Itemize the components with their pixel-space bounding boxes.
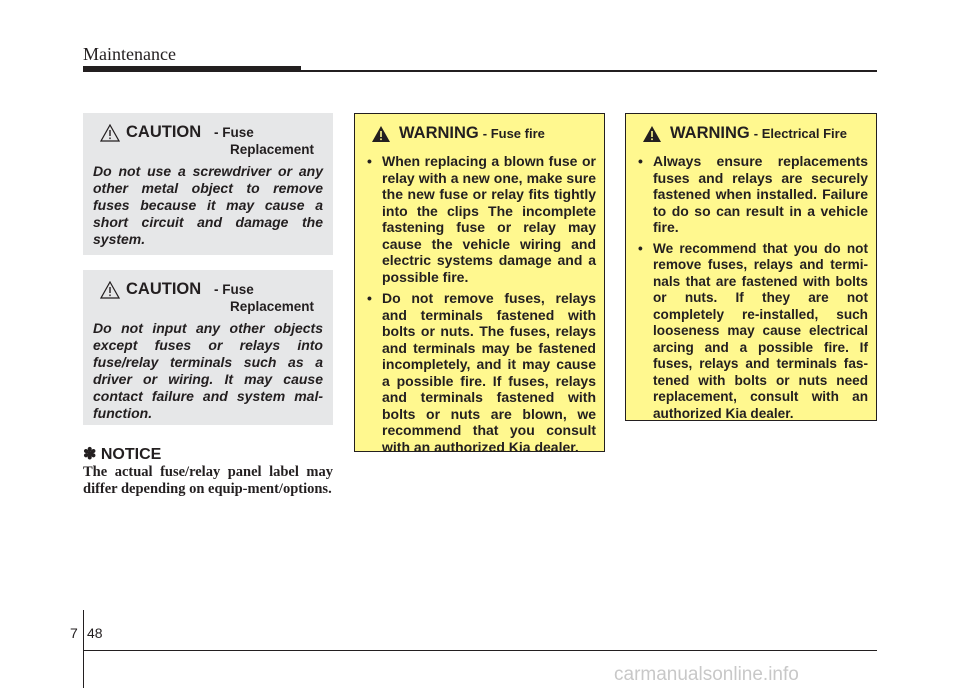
list-item: • Do not remove fuses, relays and terminals fastened with bolts or nuts. The fuses, relays and terminals may be fastened incompletely, and it may cause a possible fire. If fuses, relays and terminals fastened with bolts or nuts are blown, we recommend that you consult with an authorized Kia dealer. — [367, 290, 596, 455]
caution-subtitle-2: Replacement — [230, 142, 315, 157]
header-thick-rule — [83, 66, 301, 72]
caution-subtitle-2: Replacement — [230, 299, 315, 314]
section-title: Maintenance — [83, 44, 176, 64]
warning-list — [634, 153, 868, 422]
warning-subtitle: - Fuse fire — [482, 126, 545, 141]
footer-rule — [83, 650, 877, 651]
page-number: 48 — [87, 625, 103, 641]
warning-box-electrical-fire — [625, 113, 877, 421]
notice-text: The actual fuse/relay panel label may differ depending on equip-ment/options. — [83, 464, 333, 497]
bullet: • — [638, 240, 643, 256]
warning-label: WARNING - Fuse fire — [399, 124, 545, 142]
caution-heading — [93, 123, 323, 161]
caution-heading — [93, 280, 323, 318]
caution-box-objects — [83, 270, 333, 425]
warning-triangle-icon — [371, 125, 391, 143]
watermark: carmanualsonline.info — [614, 664, 799, 685]
caution-triangle-icon — [100, 124, 120, 142]
caution-label: CAUTION — [126, 123, 202, 141]
warning-triangle-icon — [642, 125, 662, 143]
caution-triangle-icon — [100, 281, 120, 299]
warning-heading — [642, 124, 868, 148]
warning-box-fuse-fire — [354, 113, 605, 455]
warning-label: WARNING - Electrical Fire — [670, 124, 847, 142]
footer-divider-vertical — [83, 610, 84, 688]
caution-subtitle-1: - Fuse — [214, 282, 254, 297]
header-thin-rule — [301, 70, 877, 72]
caution-text: Do not use a screwdriver or any other metal object to remove fuses because it may cause a short circuit and damage the system. — [93, 163, 323, 247]
bullet: • — [367, 290, 372, 306]
warning-heading — [371, 124, 596, 148]
caution-subtitle-1: - Fuse — [214, 125, 254, 140]
bullet: • — [367, 153, 372, 169]
warning-list — [363, 153, 596, 455]
notice-title: ✽ NOTICE — [83, 446, 162, 463]
caution-text: Do not input any other objects except fuses or relays into fuse/relay terminals such as a driver or wiring. It may cause contact failure and system mal-function. — [93, 320, 323, 421]
chapter-number: 7 — [70, 625, 78, 641]
list-item: • When replacing a blown fuse or relay with a new one, make sure the new fuse or relay fits tightly into the clips The incomplete fastening fuse or relay may cause the vehicle wiring and electric systems damage and a possible fire. — [367, 153, 596, 285]
list-item: • We recommend that you do not remove fuses, relays and termi-nals that are fastened with bolts or nuts. If they are not completely re-installed, such looseness may cause electrical arcing and a possible fire. If fuses, relays and terminals fas-tened with bolts or nuts need replacement, consult with an authorized Kia dealer. — [638, 240, 868, 421]
list-item: • Always ensure replacements fuses and relays are securely fastened when installed. Failure to do so can result in a vehicle fire. — [638, 153, 868, 235]
warning-subtitle: - Electrical Fire — [753, 126, 847, 141]
caution-label: CAUTION — [126, 280, 202, 298]
caution-box-screwdriver — [83, 113, 333, 255]
bullet: • — [638, 153, 643, 169]
